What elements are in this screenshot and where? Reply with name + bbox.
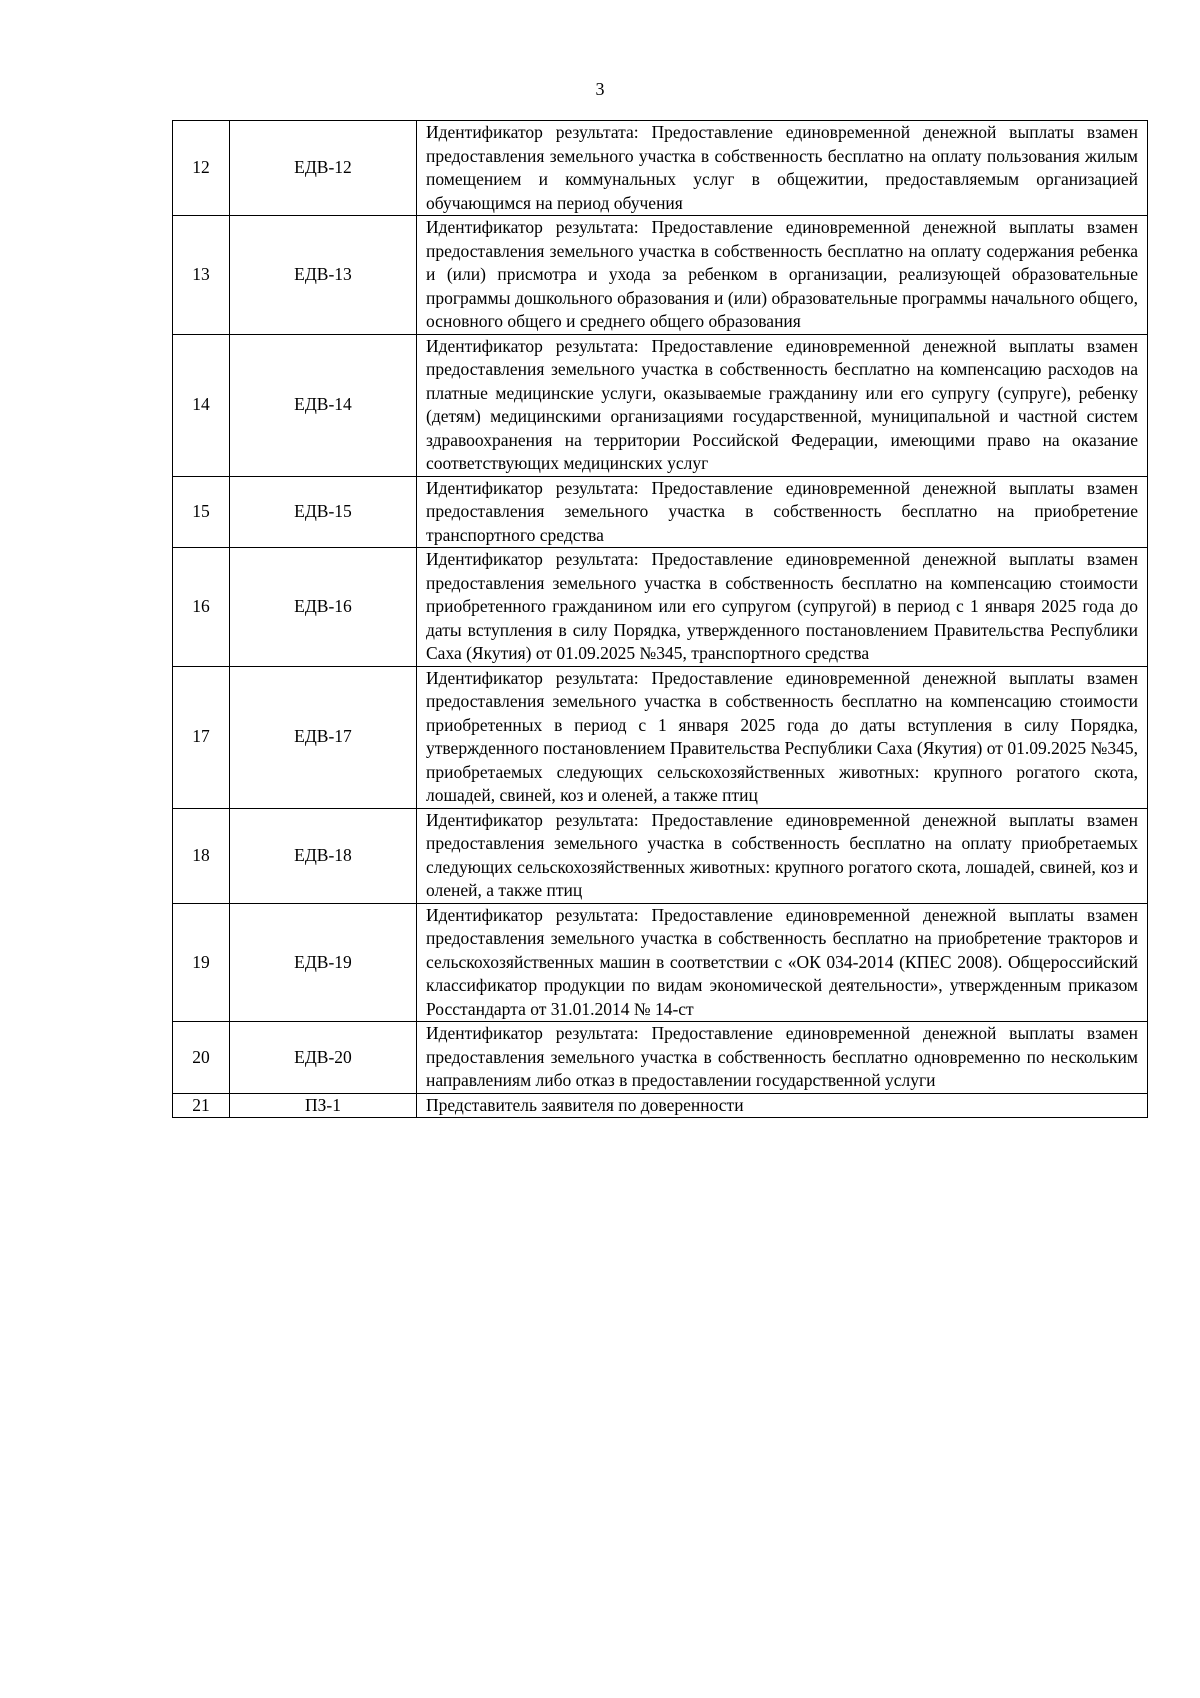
table-row	[173, 666, 1148, 808]
row-number-cell: 15	[173, 476, 230, 548]
table-row	[173, 903, 1148, 1022]
row-code-cell: ПЗ-1	[230, 1093, 417, 1118]
row-description-cell: Идентификатор результата: Предоставление единовременной денежной выплаты взамен предоставления земельного участка в собственность бесплатно на компенсацию стоимости приобретенного гражданином или его супругом (супругой) в период с 1 января 2025 года до даты вступления в силу Порядка, утвержденного постановлением Правительства Республики Саха (Якутия) от 01.09.2025 №345, транспортного средства	[417, 548, 1148, 667]
row-description-cell: Идентификатор результата: Предоставление единовременной денежной выплаты взамен предоставления земельного участка в собственность бесплатно на компенсацию стоимости приобретенных в период с 1 января 2025 года до даты вступления в силу Порядка, утвержденного постановлением Правительства Республики Саха (Якутия) от 01.09.2025 №345, приобретаемых следующих сельскохозяйственных животных: крупного рогатого скота, лошадей, свиней, коз и оленей, а также птиц	[417, 666, 1148, 808]
result-identifiers-table	[172, 120, 1148, 1118]
row-number-cell: 19	[173, 903, 230, 1022]
row-description-cell: Идентификатор результата: Предоставление единовременной денежной выплаты взамен предоставления земельного участка в собственность бесплатно на приобретение тракторов и сельскохозяйственных машин в соответствии с «ОК 034-2014 (КПЕС 2008). Общероссийский классификатор продукции по видам экономической деятельности», утвержденным приказом Росстандарта от 31.01.2014 № 14-ст	[417, 903, 1148, 1022]
row-description-cell: Идентификатор результата: Предоставление единовременной денежной выплаты взамен предоставления земельного участка в собственность бесплатно на компенсацию расходов на платные медицинские услуги, оказываемые гражданину или его супругу (супруге), ребенку (детям) медицинскими организациями государственной, муниципальной и частной систем здравоохранения на территории Российской Федерации, имеющими право на оказание соответствующих медицинских услуг	[417, 334, 1148, 476]
row-number-cell: 16	[173, 548, 230, 667]
row-number-cell: 14	[173, 334, 230, 476]
table-row	[173, 334, 1148, 476]
row-number-cell: 13	[173, 216, 230, 335]
row-code-cell: ЕДВ-13	[230, 216, 417, 335]
row-code-cell: ЕДВ-14	[230, 334, 417, 476]
table-row	[173, 216, 1148, 335]
row-description-cell: Идентификатор результата: Предоставление единовременной денежной выплаты взамен предоставления земельного участка в собственность бесплатно на оплату содержания ребенка и (или) присмотра и ухода за ребенком в организации, реализующей образовательные программы дошкольного образования и (или) образовательные программы начального общего, основного общего и среднего общего образования	[417, 216, 1148, 335]
row-code-cell: ЕДВ-20	[230, 1022, 417, 1094]
table-row	[173, 1093, 1148, 1118]
row-number-cell: 20	[173, 1022, 230, 1094]
row-code-cell: ЕДВ-15	[230, 476, 417, 548]
row-description-cell: Идентификатор результата: Предоставление единовременной денежной выплаты взамен предоставления земельного участка в собственность бесплатно на приобретение транспортного средства	[417, 476, 1148, 548]
row-number-cell: 18	[173, 808, 230, 903]
page-number: 3	[595, 79, 605, 99]
row-number-cell: 12	[173, 121, 230, 216]
row-description-cell: Идентификатор результата: Предоставление единовременной денежной выплаты взамен предоставления земельного участка в собственность бесплатно на оплату приобретаемых следующих сельскохозяйственных животных: крупного рогатого скота, лошадей, свиней, коз и оленей, а также птиц	[417, 808, 1148, 903]
row-code-cell: ЕДВ-17	[230, 666, 417, 808]
row-number-cell: 21	[173, 1093, 230, 1118]
row-code-cell: ЕДВ-19	[230, 903, 417, 1022]
row-code-cell: ЕДВ-12	[230, 121, 417, 216]
row-description-cell: Идентификатор результата: Предоставление единовременной денежной выплаты взамен предоставления земельного участка в собственность бесплатно одновременно по нескольким направлениям либо отказ в предоставлении государственной услуги	[417, 1022, 1148, 1094]
table-row	[173, 476, 1148, 548]
table-row	[173, 808, 1148, 903]
row-code-cell: ЕДВ-18	[230, 808, 417, 903]
table-row	[173, 548, 1148, 667]
row-description-cell: Представитель заявителя по доверенности	[417, 1093, 1148, 1118]
row-code-cell: ЕДВ-16	[230, 548, 417, 667]
table-row	[173, 1022, 1148, 1094]
row-description-cell: Идентификатор результата: Предоставление единовременной денежной выплаты взамен предоставления земельного участка в собственность бесплатно на оплату пользования жилым помещением и коммунальных услуг в общежитии, предоставляемым организацией обучающимся на период обучения	[417, 121, 1148, 216]
row-number-cell: 17	[173, 666, 230, 808]
table-row	[173, 121, 1148, 216]
